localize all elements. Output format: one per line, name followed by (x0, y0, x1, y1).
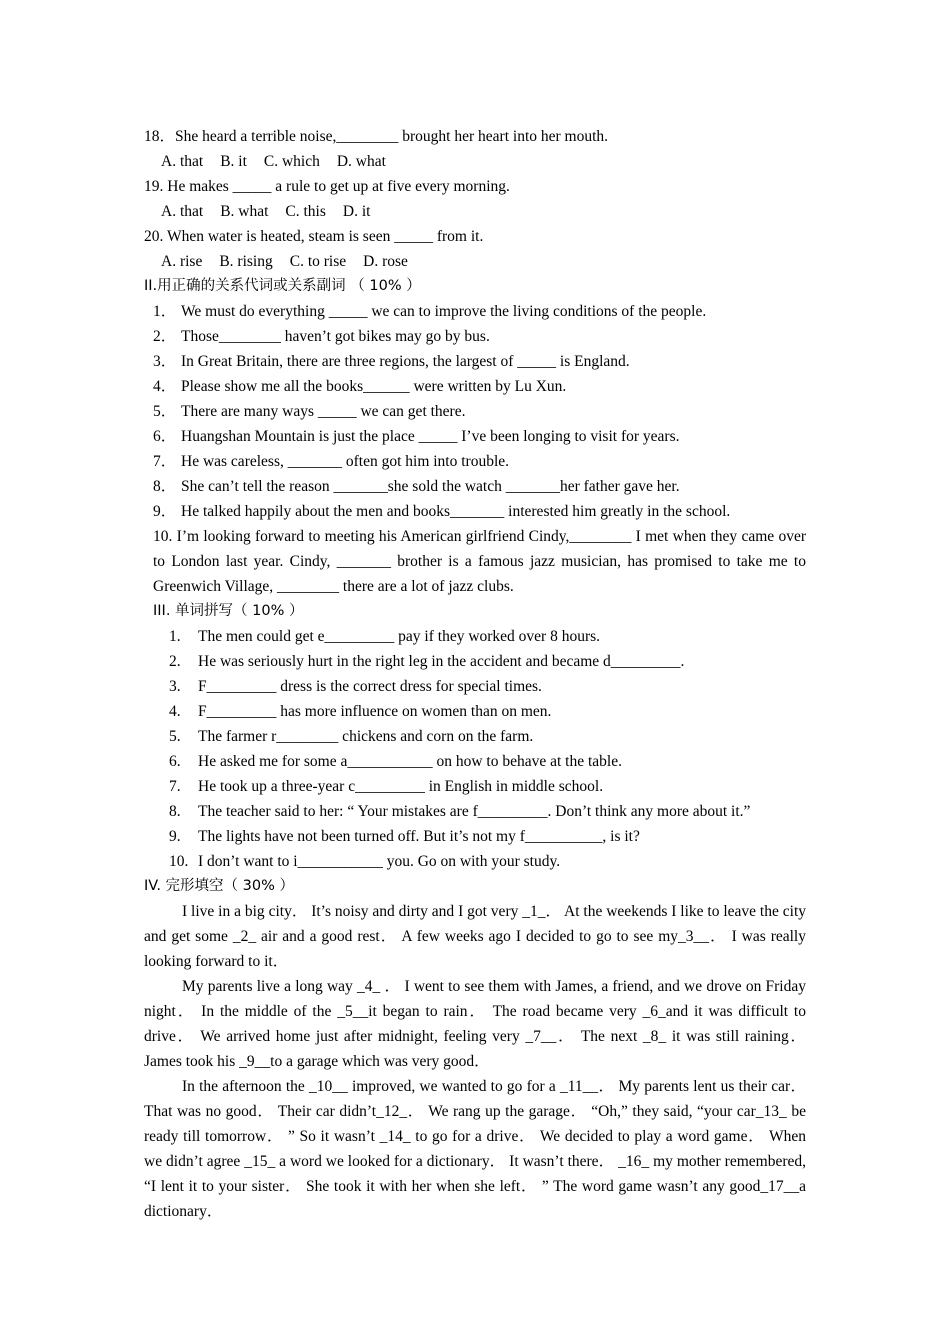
list-item (153, 399, 806, 424)
list-item (153, 449, 806, 474)
option-c: C. this (285, 203, 326, 220)
item-number: 6. (169, 753, 181, 770)
item-number: 3. (169, 678, 181, 695)
item-text: He was seriously hurt in the right leg in the accident and became d_________. (198, 653, 685, 670)
question-19 (144, 174, 806, 224)
item-number: 2. (169, 653, 181, 670)
option-d: D. it (342, 203, 371, 220)
list-item (169, 824, 806, 849)
item-text: In Great Britain, there are three regions, the largest of _____ is England. (181, 353, 630, 370)
list-item (169, 799, 806, 824)
list-item (169, 749, 806, 774)
item-text: The men could get e_________ pay if they worked over 8 hours. (198, 628, 601, 645)
section-4-title: IV. 完形填空（ 30% ） (144, 878, 294, 894)
item-number: 4． (153, 378, 177, 395)
option-b: B. it (220, 153, 247, 170)
option-b: B. rising (219, 253, 273, 270)
option-c: C. which (263, 153, 320, 170)
question-20 (144, 224, 806, 274)
option-row (144, 199, 806, 224)
item-text: The farmer r________ chickens and corn on the farm. (198, 728, 534, 745)
item-text: The lights have not been turned off. But it’s not my f__________, is it? (198, 828, 640, 845)
item-number: 9． (153, 503, 177, 520)
item-number: 7. (169, 778, 181, 795)
item-text: She can’t tell the reason _______she sold the watch _______her father gave her. (181, 478, 680, 495)
item-text: I don’t want to i___________ you. Go on with your study. (198, 853, 561, 870)
item-number: 3． (153, 353, 177, 370)
question-text: 19. He makes _____ a rule to get up at five every morning. (144, 178, 510, 195)
option-row (144, 149, 806, 174)
item-number: 10. (169, 853, 189, 870)
item-number: 1. (169, 628, 181, 645)
option-a: A. rise (161, 253, 203, 270)
item-number: 6． (153, 428, 177, 445)
item-number: 9. (169, 828, 181, 845)
cloze-paragraph-2: My parents live a long way _4_ ． I went to see them with James, a friend, and we drove on Friday night． In the middle of the _5__it began to rain． The road became very _6_and it was difficult to drive． We arrived home just after midnight, feeling very _7__． The next _8_ it was still raining． James took his _9__to a garage which was very good． (144, 978, 806, 1070)
list-item (169, 724, 806, 749)
item-text: He talked happily about the men and books_______ interested him greatly in the school. (181, 503, 731, 520)
item-number: 5． (153, 403, 177, 420)
item-number: 4. (169, 703, 181, 720)
list-item (169, 674, 806, 699)
exam-content (144, 124, 806, 1224)
option-d: D. rose (363, 253, 408, 270)
section-2-list (144, 299, 806, 599)
list-item (169, 774, 806, 799)
cloze-paragraph-1: I live in a big city． It’s noisy and dirty and I got very _1_． At the weekends I like to leave the city and get some _2_ air and a good rest． A few weeks ago I decided to go to see my_3__． I was really looking forward to it． (144, 903, 806, 970)
item-text: He was careless, _______ often got him into trouble. (181, 453, 510, 470)
item-text: Those________ haven’t got bikes may go by bus. (181, 328, 490, 345)
list-item (153, 349, 806, 374)
cloze-paragraph-3: In the afternoon the _10__ improved, we wanted to go for a _11__． My parents lent us their car． That was no good． Their car didn’t_12_． We rang up the garage． “Oh,” they said, “your car_13_ be ready till tomorrow． ” So it wasn’t _14_ to go for a drive． We decided to play a word game． When we didn’t agree _15_ a word we looked for a dictionary． It wasn’t there． _16_ my mother remembered, “I lent it to your sister． She took it with her when she left． ” The word game wasn’t any good_17__a dictionary． (144, 1078, 806, 1220)
item-text: We must do everything _____ we can to improve the living conditions of the people. (181, 303, 707, 320)
option-b: B. what (220, 203, 269, 220)
option-row (144, 249, 806, 274)
section-2-title: II.用正确的关系代词或关系副词 （ 10% ） (144, 278, 421, 294)
item-number: 2． (153, 328, 177, 345)
list-item (153, 299, 806, 324)
option-a: A. that (161, 153, 204, 170)
item-text: The teacher said to her: “ Your mistakes are f_________. Don’t think any more about it.” (198, 803, 751, 820)
item-number: 5. (169, 728, 181, 745)
question-18 (144, 124, 806, 174)
option-a: A. that (161, 203, 204, 220)
list-item (153, 474, 806, 499)
section-3-title: III. 单词拼写（ 10% ） (153, 603, 304, 619)
question-text: 18．She heard a terrible noise,________ brought her heart into her mouth. (144, 128, 609, 145)
list-item (169, 624, 806, 649)
item-number: 8． (153, 478, 177, 495)
list-item-10: 10. I’m looking forward to meeting his American girlfriend Cindy,________ I met when they came over to London last year. Cindy, _______ brother is a famous jazz musician, has promised to take me to Greenwich Village, ________ there are a lot of jazz clubs. (153, 528, 806, 595)
list-item (169, 849, 806, 874)
list-item (153, 374, 806, 399)
item-number: 7． (153, 453, 177, 470)
item-text: Please show me all the books______ were written by Lu Xun. (181, 378, 567, 395)
section-3-list (144, 624, 806, 874)
item-text: Huangshan Mountain is just the place _____ I’ve been longing to visit for years. (181, 428, 680, 445)
question-text: 20. When water is heated, steam is seen _____ from it. (144, 228, 484, 245)
list-item (153, 424, 806, 449)
list-item (153, 324, 806, 349)
item-text: There are many ways _____ we can get there. (181, 403, 466, 420)
list-item (169, 699, 806, 724)
option-c: C. to rise (289, 253, 347, 270)
item-text: F_________ dress is the correct dress for special times. (198, 678, 542, 695)
list-item (169, 649, 806, 674)
item-number: 8. (169, 803, 181, 820)
item-number: 1． (153, 303, 177, 320)
item-text: F_________ has more influence on women than on men. (198, 703, 552, 720)
option-d: D. what (336, 153, 386, 170)
item-text: He took up a three-year c_________ in English in middle school. (198, 778, 604, 795)
item-text: He asked me for some a___________ on how to behave at the table. (198, 753, 622, 770)
list-item (153, 499, 806, 524)
